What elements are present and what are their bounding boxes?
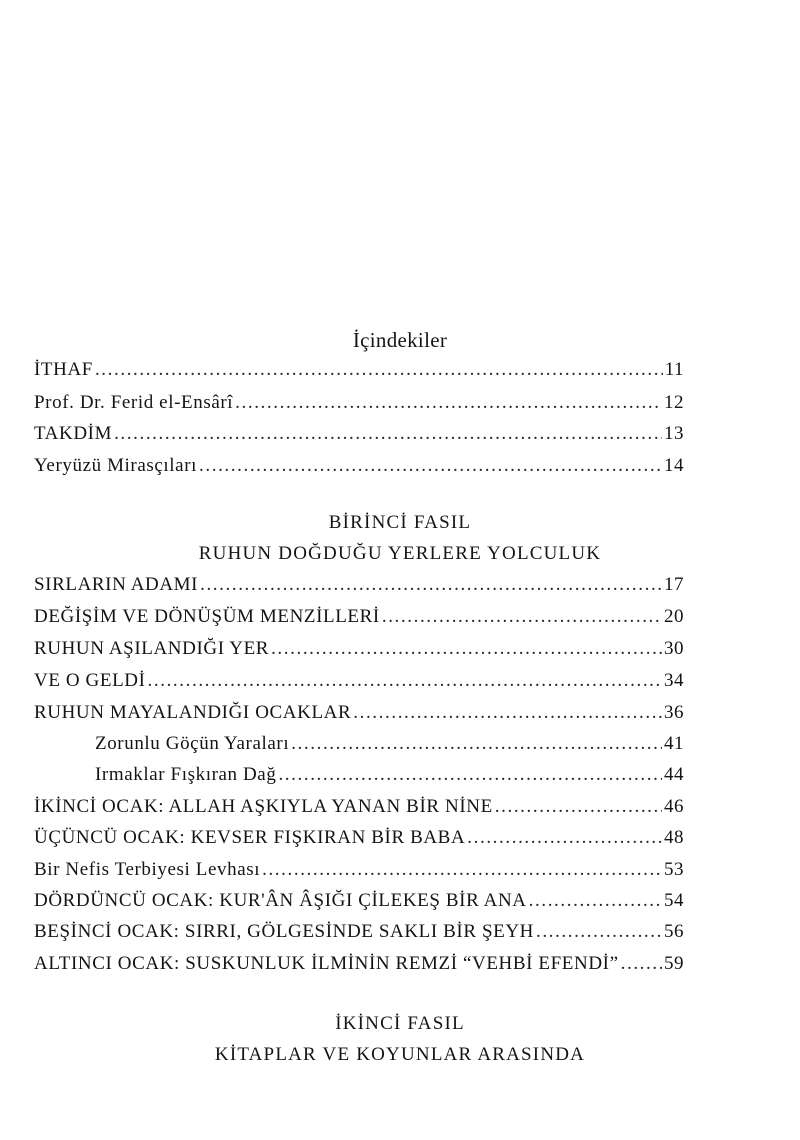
leader-dots xyxy=(621,953,662,975)
toc-entry-page: 17 xyxy=(664,574,684,595)
toc-entry xyxy=(34,606,684,628)
toc-entry-page: 20 xyxy=(664,606,684,627)
toc-entry-page: 41 xyxy=(664,733,684,754)
toc-entry-label: VE O GELDİ xyxy=(34,670,146,691)
toc-entry-page: 30 xyxy=(664,638,684,659)
leader-dots xyxy=(529,890,662,912)
leader-dots xyxy=(271,638,662,660)
toc-entry-label: ÜÇÜNCÜ OCAK: KEVSER FIŞKIRAN BİR BABA xyxy=(34,827,466,848)
leader-dots xyxy=(114,423,662,445)
toc-entry xyxy=(34,921,684,943)
leader-dots xyxy=(262,859,662,881)
toc-entry-yeryuzu xyxy=(34,455,684,477)
toc-entry-page: 11 xyxy=(664,359,684,380)
toc-entry-label: RUHUN MAYALANDIĞI OCAKLAR xyxy=(34,702,352,723)
toc-entry-label: Prof. Dr. Ferid el-Ensârî xyxy=(34,392,234,413)
toc-entry-label: TAKDİM xyxy=(34,423,113,444)
toc-entry xyxy=(34,953,684,975)
toc-entry xyxy=(34,574,684,596)
leader-dots xyxy=(467,827,662,849)
toc-entry-label: İTHAF xyxy=(34,359,93,380)
section1-subtitle: RUHUN DOĞDUĞU YERLERE YOLCULUK xyxy=(198,543,602,564)
toc-entry-page: 34 xyxy=(664,670,684,691)
leader-dots xyxy=(235,392,662,414)
toc-entry xyxy=(34,702,684,724)
toc-entry xyxy=(34,670,684,692)
toc-entry-page: 36 xyxy=(664,702,684,723)
toc-entry xyxy=(34,796,684,818)
toc-entry-label: DEĞİŞİM VE DÖNÜŞÜM MENZİLLERİ xyxy=(34,606,380,627)
toc-entry-ferid xyxy=(34,392,684,414)
toc-entry-page: 46 xyxy=(664,796,684,817)
toc-entry-page: 14 xyxy=(664,455,684,476)
toc-entry-page: 48 xyxy=(664,827,684,848)
section1-label: BİRİNCİ FASIL xyxy=(328,512,472,533)
toc-entry-page: 59 xyxy=(664,953,684,974)
toc-subentry xyxy=(95,733,684,755)
leader-dots xyxy=(148,670,662,692)
toc-entry-label: BEŞİNCİ OCAK: SIRRI, GÖLGESİNDE SAKLI BİR ŞEYH xyxy=(34,921,534,942)
toc-entry-takdim xyxy=(34,423,684,445)
leader-dots xyxy=(95,359,663,381)
toc-entry-label: RUHUN AŞILANDIĞI YER xyxy=(34,638,270,659)
section2-subtitle: KİTAPLAR VE KOYUNLAR ARASINDA xyxy=(214,1044,586,1065)
toc-subentry xyxy=(95,764,684,786)
toc-entry-label: Zorunlu Göçün Yaraları xyxy=(95,733,290,754)
leader-dots xyxy=(278,764,662,786)
toc-entry xyxy=(34,827,684,849)
leader-dots xyxy=(536,921,662,943)
toc-entry xyxy=(34,859,684,881)
toc-entry-label: Yeryüzü Mirasçıları xyxy=(34,455,198,476)
toc-entry-page: 53 xyxy=(664,859,684,880)
toc-entry-label: DÖRDÜNCÜ OCAK: KUR'ÂN ÂŞIĞI ÇİLEKEŞ BİR ANA xyxy=(34,890,527,911)
toc-entry xyxy=(34,638,684,660)
leader-dots xyxy=(200,574,662,596)
section2-label: İKİNCİ FASIL xyxy=(335,1013,465,1034)
leader-dots xyxy=(199,455,662,477)
leader-dots xyxy=(495,796,662,818)
toc-entry-label: ALTINCI OCAK: SUSKUNLUK İLMİNİN REMZİ “VEHBİ EFENDİ” xyxy=(34,953,619,974)
toc-entry-page: 44 xyxy=(664,764,684,785)
toc-entry-page: 54 xyxy=(664,890,684,911)
toc-entry-page: 13 xyxy=(664,423,684,444)
toc-entry xyxy=(34,890,684,912)
toc-entry-label: SIRLARIN ADAMI xyxy=(34,574,199,595)
leader-dots xyxy=(382,606,662,628)
leader-dots xyxy=(353,702,662,724)
toc-entry-page: 56 xyxy=(664,921,684,942)
toc-entry-ithaf xyxy=(34,359,684,381)
toc-entry-label: Bir Nefis Terbiyesi Levhası xyxy=(34,859,261,880)
toc-entry-page: 12 xyxy=(664,392,684,413)
leader-dots xyxy=(291,733,662,755)
toc-entry-label: İKİNCİ OCAK: ALLAH AŞKIYLA YANAN BİR NİNE xyxy=(34,796,493,817)
toc-entry-label: Irmaklar Fışkıran Dağ xyxy=(95,764,277,785)
toc-title: İçindekiler xyxy=(352,328,448,352)
